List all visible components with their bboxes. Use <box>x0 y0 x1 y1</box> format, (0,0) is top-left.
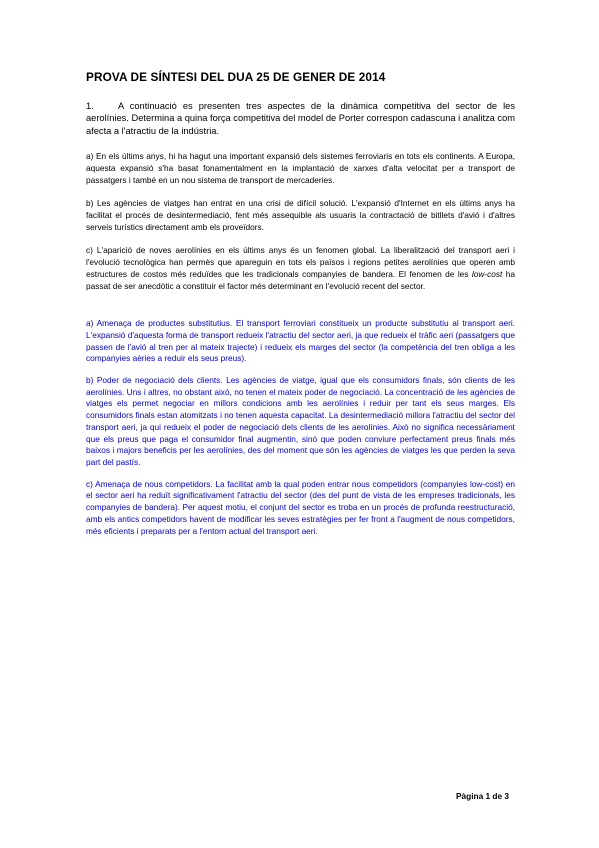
answer-b: b) Poder de negociació dels clients. Les agències de viatge, igual que els consumidors finals, són clients de les aerolínies. Uns i altres, no obstant això, no tenen el mateix poder de negociació. La concentració de les agències de viatges els permet negociar en millors condicions amb les aerolínies i reduir per tant els seus marges. Els consumidors finals estan atomitzats i no tenen aquesta capacitat. La desintermediació millora l'atractiu del sector del transport aeri, ja qui redueix el poder de negociació dels clients de les aerolínies. Això no significa necessàriament que els preus que paga el consumidor final augmentin, sinó que poden conviure perfectament preus finals més baixos i majors beneficis per les aerolínies, des del moment que són les agències de viatges les que perden la seva part del pastís. <box>86 375 515 467</box>
question-text: A continuació es presenten tres aspectes de la dinàmica competitiva del sector de les aerolínies. Determina a quina força competitiva del model de Porter correspon cadascuna i analitza com afecta a l'atractiu de la indústria. <box>86 101 515 136</box>
paragraph-c-text-2: ha passat de ser anecdòtic a constituir el factor més determinant en l'evolució recent del sector. <box>86 268 515 291</box>
document-title: PROVA DE SÍNTESI DEL DUA 25 DE GENER DE 2014 <box>86 70 386 84</box>
paragraph-c <box>86 245 515 292</box>
paragraph-c-text-1: c) L'aparició de noves aerolínies en els últims anys és un fenomen global. La liberalització del transport aeri i l'evolució tecnològica han permès que apareguin en tots els països i regions petites aerolínies que operen amb estructures de costos més reduïdes que les tradicionals companyies de bandera. El fenomen de les <box>86 245 515 279</box>
paragraph-c-italic: low-cost <box>471 268 503 279</box>
question-number: 1. <box>86 101 94 111</box>
answer-c: c) Amenaça de nous competidors. La facilitat amb la qual poden entrar nous competidors (companyies low-cost) en el sector aeri ha reduït significativament l'atractiu del sector (des del punt de vista de les empreses tradicionals, les companyies de bandera). Per aquest motiu, el conjunt del sector es troba en un procés de profunda reestructuració, amb els antics competidors havent de modificar les seves estratègies per fer front a l'augment de nous competidors, més eficients i preparats per a l'entorn actual del transport aeri. <box>86 478 515 536</box>
question-1 <box>86 100 515 137</box>
page-content <box>86 70 515 547</box>
answer-a: a) Amenaça de productes substitutius. El transport ferroviari constitueix un producte substitutiu al transport aeri. L'expansió d'aquesta forma de transport redueix l'atractiu del sector aeri, ja que redueix el tràfic aeri (passatgers que passen de l'avió al tren per al mateix trajecte) i redueix els marges del sector (la competència del tren obliga a les companyies aèries a reduir els seus preus). <box>86 318 515 364</box>
paragraph-a: a) En els últims anys, hi ha hagut una important expansió dels sistemes ferroviaris en tots els continents. A Europa, aquesta expansió s'ha basat fonamentalment en la implantació de xarxes d'alta velocitat per a transport de passatgers i també en un nou sistema de transport de mercaderies. <box>86 151 515 185</box>
section-spacer <box>86 304 515 318</box>
paragraph-b: b) Les agències de viatges han entrat en una crisi de difícil solució. L'expansió d'Internet en els últims anys ha facilitat el procés de desintermediació, fent més assequible als usuaris la contractació de bitllets d'avió i d'altres serveis turístics directament amb els proveïdors. <box>86 198 515 232</box>
page-number: Pàgina 1 de 3 <box>456 791 510 801</box>
